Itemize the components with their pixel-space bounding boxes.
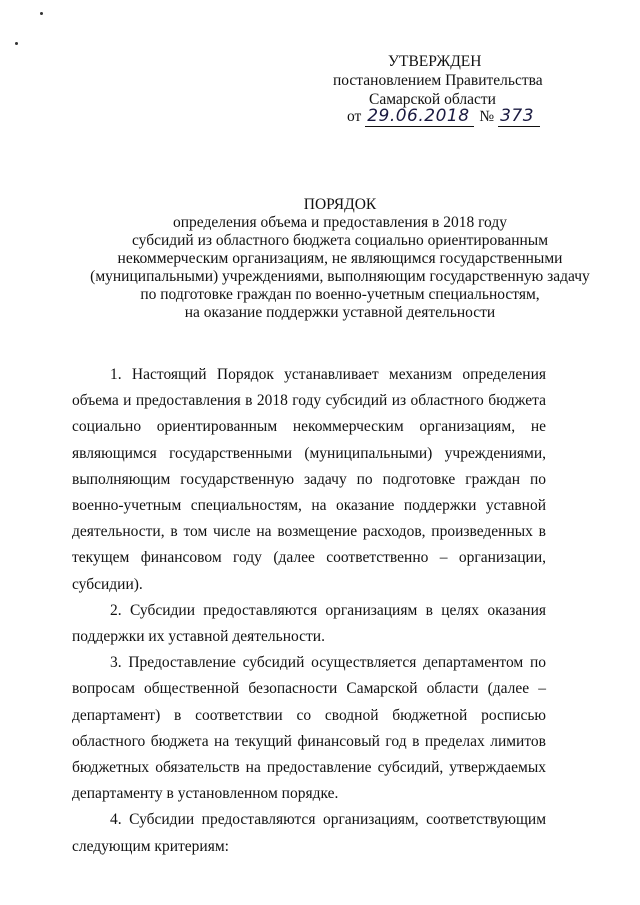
handwritten-number: 373 xyxy=(498,107,540,127)
title-heading: ПОРЯДОК xyxy=(303,196,377,213)
title-line: определения объема и предоставления в 2018 году xyxy=(173,214,507,231)
title-line: по подготовке граждан по военно-учетным специальностям, xyxy=(140,286,540,303)
document-body xyxy=(72,362,546,860)
paragraph-4: 4. Субсидии предоставляются организациям, соответствующим следующим критериям: xyxy=(72,811,546,855)
approval-line-2: Самарской области xyxy=(369,91,496,108)
title-line: (муниципальными) учреждениями, выполняющим государственную задачу xyxy=(90,268,590,285)
title-line: субсидий из областного бюджета социально ориентированным xyxy=(131,232,549,249)
paragraph-1: 1. Настоящий Порядок устанавливает механизм определения объема и предоставления в 2018 году субсидий из областного бюджета социально ориентированным некоммерческим организациям, не являющимся государственными (муниципальными) учреждениями, выполняющим государственную задачу по подготовке граждан по военно-учетным специальностям, на оказание поддержки уставной деятельности, в том числе на возмещение расходов, произведенных в текущем финансовом году (далее соответственно – организации, субсидии). xyxy=(72,366,546,593)
paragraph-3: 3. Предоставление субсидий осуществляется департаментом по вопросам общественной безопасности Самарской области (далее – департамент) в соответствии со сводной бюджетной росписью областного бюджета на текущий финансовый год в пределах лимитов бюджетных обязательств на предоставление субсидий, утверждаемых департаменту в установленном порядке. xyxy=(72,654,546,803)
handwritten-date: 29.06.2018 xyxy=(365,107,473,127)
approval-line-1: постановлением Правительства xyxy=(333,72,543,89)
scan-speck xyxy=(15,42,18,45)
approval-date-line xyxy=(347,107,540,127)
document-title xyxy=(40,196,640,322)
approved-label: УТВЕРЖДЕН xyxy=(388,53,482,70)
number-label: № xyxy=(479,108,495,125)
title-line: на оказание поддержки уставной деятельности xyxy=(184,304,496,321)
title-line: некоммерческим организациям, не являющимся государственными xyxy=(117,250,563,267)
paragraph-2: 2. Субсидии предоставляются организациям в целях оказания поддержки их уставной деятельности. xyxy=(72,601,546,646)
from-prefix: от xyxy=(347,108,362,125)
scan-speck xyxy=(40,12,43,15)
